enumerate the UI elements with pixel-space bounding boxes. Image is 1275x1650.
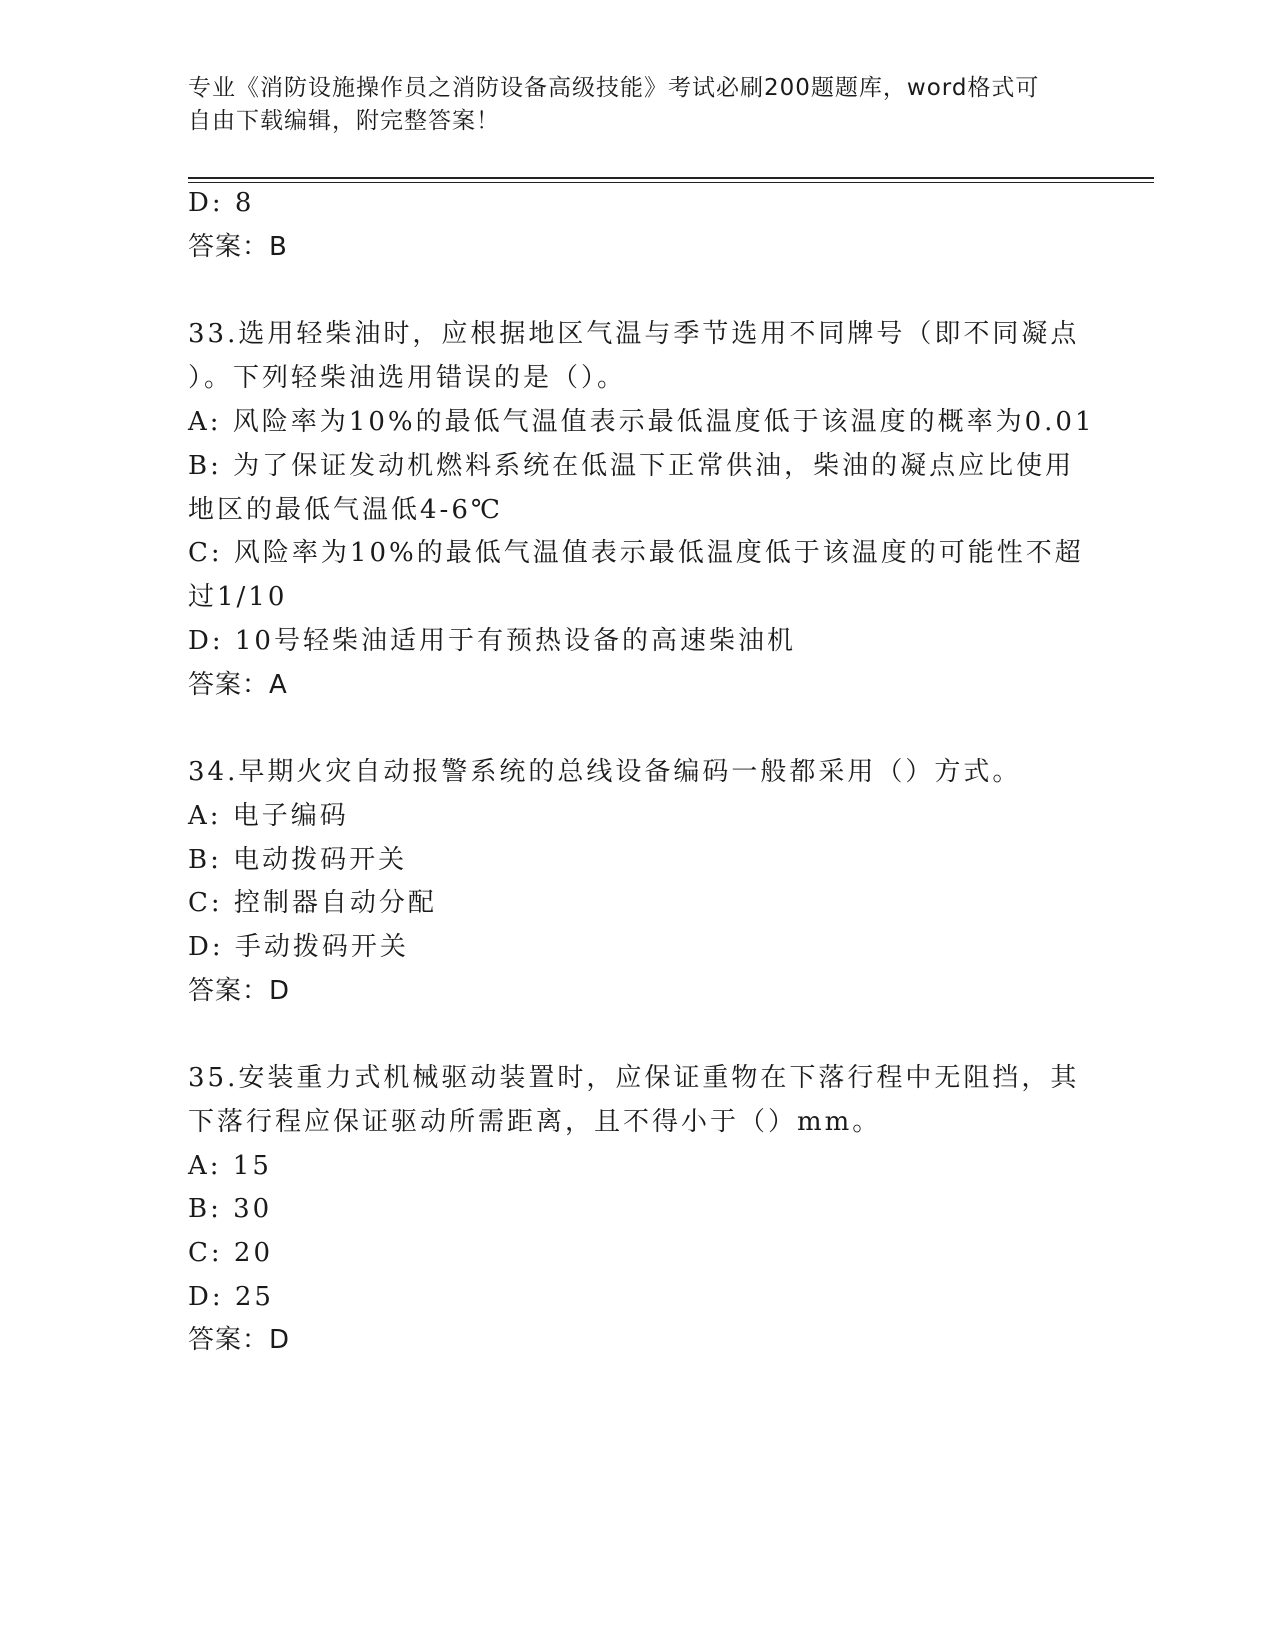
q35-stem-line-1: 35.安装重力式机械驱动装置时，应保证重物在下落行程中无阻挡，其 [188,1063,1080,1093]
header-title-line-1: 专业《消防设施操作员之消防设备高级技能》考试必刷200题题库，word格式可 [188,75,1040,101]
q35-stem-line-2: 下落行程应保证驱动所需距离，且不得小于（）mm。 [188,1107,882,1137]
q34-option-a: A: 电子编码 [188,801,349,831]
header-divider-thick [188,177,1154,179]
q33-option-d: D: 10号轻柴油适用于有预热设备的高速柴油机 [188,626,796,656]
q34-answer: 答案：D [188,976,291,1006]
q35-option-d: D: 25 [188,1282,274,1312]
q33-option-c-line-1: C: 风险率为10%的最低气温值表示最低温度低于该温度的可能性不超 [188,538,1084,568]
q33-option-c-line-2: 过1/10 [188,582,288,612]
q33-answer: 答案：A [188,670,288,700]
q34-stem: 34.早期火灾自动报警系统的总线设备编码一般都采用（）方式。 [188,757,1022,787]
q35-option-a: A: 15 [188,1151,272,1181]
q35-answer: 答案：D [188,1325,291,1355]
q33-option-b-line-2: 地区的最低气温低4-6℃ [188,495,503,525]
q33-stem-line-1: 33.选用轻柴油时，应根据地区气温与季节选用不同牌号（即不同凝点 [188,319,1080,349]
q34-option-d: D: 手动拨码开关 [188,932,409,962]
q35-option-c: C: 20 [188,1238,274,1268]
header-title-line-2: 自由下载编辑，附完整答案！ [188,108,500,134]
document-header [188,72,1088,138]
prev-answer: 答案：B [188,232,288,262]
q33-stem-line-2: ）。下列轻柴油选用错误的是（）。 [188,363,627,393]
q35-option-b: B: 30 [188,1194,273,1224]
q34-option-b: B: 电动拨码开关 [188,845,408,875]
prev-option-d: D: 8 [188,188,255,218]
q33-option-a: A: 风险率为10%的最低气温值表示最低温度低于该温度的概率为0.01 [188,407,1095,437]
q34-option-c: C: 控制器自动分配 [188,888,437,918]
q33-option-b-line-1: B: 为了保证发动机燃料系统在低温下正常供油，柴油的凝点应比使用 [188,451,1075,481]
